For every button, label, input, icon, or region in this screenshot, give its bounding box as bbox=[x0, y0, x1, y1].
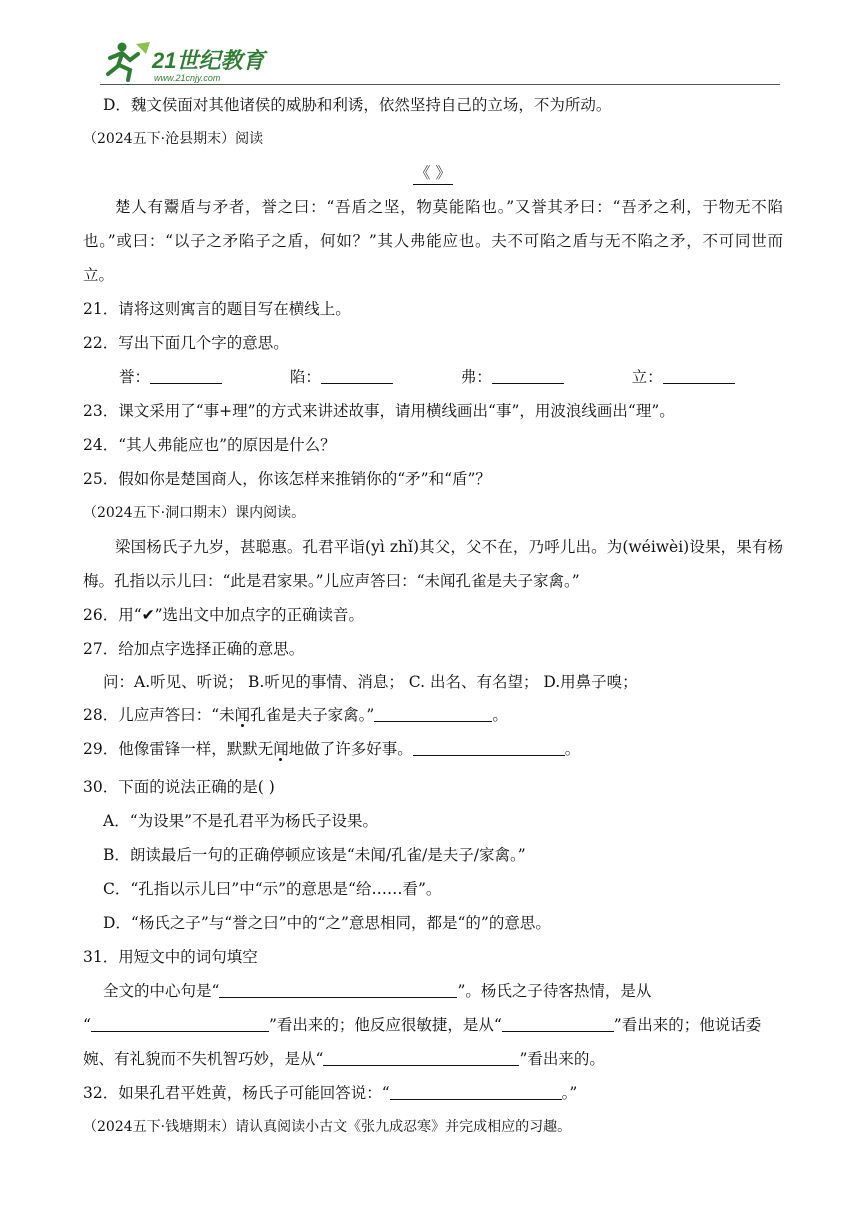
fill-line: “ ”看出来的；他反应很敏捷，是从“ ”看出来的；他说话委 bbox=[83, 1008, 783, 1042]
logo bbox=[100, 38, 300, 84]
question-24: 24．“其人弗能应也”的原因是什么？ bbox=[83, 436, 336, 454]
answer-blank[interactable] bbox=[374, 703, 492, 722]
answer-blank[interactable] bbox=[390, 1081, 562, 1100]
question-25: 25．假如你是楚国商人，你该怎样来推销你的“矛”和“盾”？ bbox=[83, 470, 491, 488]
word-label: 立： bbox=[631, 368, 663, 386]
answer-blank[interactable] bbox=[321, 365, 393, 384]
word-meaning-row bbox=[83, 360, 783, 394]
question-30: 30．下面的说法正确的是( ) bbox=[83, 778, 275, 796]
fill-line: 婉、有礼貌而不失机智巧妙，是从“ ”看出来的。 bbox=[83, 1042, 783, 1076]
passage-line: 梁国杨氏子九岁，甚聪惠。孔君平诣(yì zhǐ)其父，父不在，乃呼儿出。为(wéiwèi)设果，果有杨 bbox=[115, 538, 783, 556]
word-label: 誉： bbox=[119, 368, 151, 386]
answer-blank[interactable] bbox=[150, 365, 222, 384]
answer-blank[interactable] bbox=[323, 1047, 519, 1066]
answer-blank[interactable] bbox=[492, 365, 564, 384]
option-c[interactable]: C．“孔指以示儿曰”中“示”的意思是“给……看”。 bbox=[103, 880, 442, 898]
passage-line: 楚人有鬻盾与矛者，誉之曰：“吾盾之坚，物莫能陷也。”又誉其矛曰：“吾矛之利，于物无不陷 bbox=[115, 198, 783, 216]
option-d-line: D．魏文侯面对其他诸侯的威胁和利诱，依然坚持自己的立场，不为所动。 bbox=[103, 96, 612, 114]
svg-text:21世纪教育: 21世纪教育 bbox=[152, 48, 265, 73]
dotted-char: 闻 bbox=[273, 740, 289, 758]
question-29: 29．他像雷锋一样，默默无闻地做了许多好事。 。 bbox=[83, 732, 783, 766]
answer-blank[interactable] bbox=[502, 1013, 614, 1032]
question-23: 23．课文采用了“事+理”的方式来讲述故事，请用横线画出“事”，用波浪线画出“理”。 bbox=[83, 402, 675, 420]
source-line: （2024五下·洞口期末）课内阅读。 bbox=[83, 505, 306, 521]
meaning-options: 问：A.听见、听说； B.听见的事情、消息； C. 出名、有名望； D.用鼻子嗅； bbox=[103, 673, 638, 691]
answer-blank[interactable] bbox=[663, 365, 735, 384]
option-a[interactable]: A．“为设果”不是孔君平为杨氏子设果。 bbox=[103, 812, 379, 830]
question-28: 28．儿应声答曰：“未闻孔雀是夫子家禽。” 。 bbox=[83, 699, 783, 732]
document-body bbox=[83, 88, 783, 1144]
runner-icon bbox=[108, 42, 150, 80]
fill-line: 全文的中心句是“ ”。杨氏之子待客热情，是从 bbox=[83, 974, 783, 1008]
passage-line: 立。 bbox=[83, 266, 115, 284]
source-line: （2024五下·钱塘期末）请认真阅读小古文《张九成忍寒》并完成相应的习趣。 bbox=[83, 1119, 572, 1135]
answer-blank[interactable] bbox=[219, 979, 457, 998]
question-26: 26．用“✔”选出文中加点字的正确读音。 bbox=[83, 606, 365, 624]
option-b[interactable]: B．朗读最后一句的正确停顿应该是“未闻/孔雀/是夫子/家禽。” bbox=[103, 846, 526, 864]
passage-line: 梅。孔指以示儿曰：“此是君家果。”儿应声答曰：“未闻孔雀是夫子家禽。” bbox=[83, 572, 580, 590]
page-header bbox=[100, 38, 780, 88]
question-32: 32．如果孔君平姓黄，杨氏子可能回答说：“ 。” bbox=[83, 1076, 783, 1110]
question-27: 27．给加点字选择正确的意思。 bbox=[83, 640, 305, 658]
question-21: 21．请将这则寓言的题目写在横线上。 bbox=[83, 300, 351, 318]
word-label: 陷： bbox=[289, 368, 321, 386]
answer-blank[interactable] bbox=[91, 1013, 269, 1032]
svg-text:www.21cnjy.com: www.21cnjy.com bbox=[154, 73, 221, 83]
passage-line: 也。”或曰：“以子之矛陷子之盾，何如？”其人弗能应也。夫不可陷之盾与无不陷之矛，不可同世而 bbox=[83, 232, 783, 250]
word-label: 弗： bbox=[460, 368, 492, 386]
answer-blank[interactable] bbox=[413, 737, 565, 756]
option-d[interactable]: D．“杨氏之子”与“誉之曰”中的“之”意思相同，都是“的”的意思。 bbox=[103, 914, 551, 932]
header-rule bbox=[100, 84, 780, 85]
dotted-char: 闻 bbox=[234, 706, 251, 724]
fable-title-blank[interactable]: 《 》 bbox=[83, 156, 783, 190]
question-22: 22．写出下面几个字的意思。 bbox=[83, 334, 289, 352]
source-line: （2024五下·沧县期末）阅读 bbox=[83, 131, 264, 147]
question-31: 31．用短文中的词句填空 bbox=[83, 948, 258, 966]
